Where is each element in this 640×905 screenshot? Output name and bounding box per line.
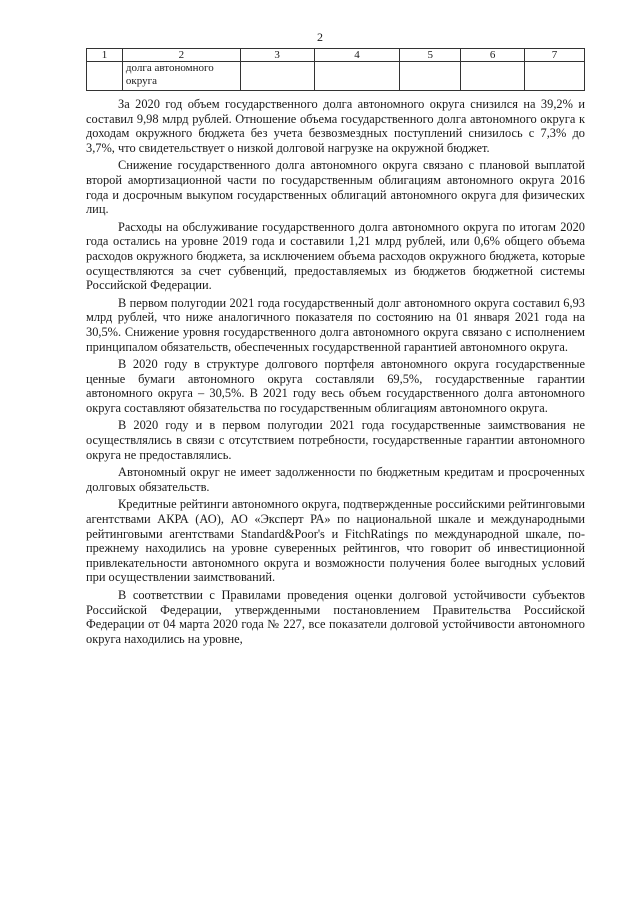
- paragraph-no-arrears: Автономный округ не имеет задолженности по бюджетным кредитам и просроченных долговых обязательств.: [86, 465, 585, 494]
- table-cell: [87, 62, 123, 91]
- table-cell: [461, 62, 525, 91]
- table-header-cell: 2: [122, 49, 240, 62]
- table-header-cell: 1: [87, 49, 123, 62]
- paragraph-credit-ratings: Кредитные рейтинги автономного округа, подтвержденные российскими рейтинговыми агентствами АКРА (АО), АО «Эксперт РА» по национальной шкале и международными рейтинговыми агентствами Standard&Poor's и FitchRatings по международной шкале, по-прежнему находились на уровне суверенных рейтингов, что говорит об инвестиционной привлекательности автономного округа и возможности получения более выгодных условий при осуществлении заимствований.: [86, 497, 585, 585]
- paragraph-debt-decrease: За 2020 год объем государственного долга автономного округа снизился на 39,2% и составил 9,98 млрд рублей. Отношение объема государственного долга автономного округа к доходам окружного бюджета без учета безвозмездных поступлений снизилось с 7,3% до 3,7%, что свидетельствует о низкой долговой нагрузке на окружной бюджет.: [86, 97, 585, 155]
- table-header-cell: 4: [314, 49, 400, 62]
- table-header-cell: 7: [525, 49, 585, 62]
- paragraph-borrowings: В 2020 году и в первом полугодии 2021 года государственные заимствования не осуществлялись в связи с отсутствием потребности, государственные гарантии автономного округа не предоставлялись.: [86, 418, 585, 462]
- table-header-cell: 6: [461, 49, 525, 62]
- page-number: 2: [317, 30, 323, 44]
- paragraph-debt-reasons: Снижение государственного долга автономного округа связано с плановой выплатой второй амортизационной части по государственным облигациям автономного округа 2016 года и досрочным выкупом государственных облигаций автономного округа для физических лиц.: [86, 158, 585, 217]
- table-cell: [314, 62, 400, 91]
- table-header-cell: 5: [400, 49, 461, 62]
- table-row: [87, 62, 585, 91]
- table-cell: долга автономного округа: [122, 62, 240, 91]
- paragraph-portfolio-structure: В 2020 году в структуре долгового портфеля автономного округа государственные ценные бумаги автономного округа составляли 69,5%, государственные гарантии автономного округа – 30,5%. В 2021 году весь объем государственного долга автономного округа составляют обязательства по государственным облигациям автономного округа.: [86, 357, 585, 415]
- table-header-row: [87, 49, 585, 62]
- body-text: [86, 97, 585, 649]
- continuation-table: [86, 48, 585, 91]
- table-cell: [240, 62, 314, 91]
- table-cell: [400, 62, 461, 91]
- table-header-cell: 3: [240, 49, 314, 62]
- paragraph-debt-service: Расходы на обслуживание государственного долга автономного округа по итогам 2020 года остались на уровне 2019 года и составили 1,21 млрд рублей, или 0,6% общего объема расходов окружного бюджета, за исключением объема расходов окружного бюджета, которые осуществляются за счет субвенций, предоставляемых из бюджетов бюджетной системы Российской Федерации.: [86, 219, 585, 293]
- paragraph-first-half-2021: В первом полугодии 2021 года государственный долг автономного округа составил 6,93 млрд рублей, что ниже аналогичного показателя по состоянию на 01 января 2021 года на 30,5%. Снижение уровня государственного долга автономного округа связано с исполнением принципалом обязательств, обеспеченных государственной гарантией автономного округа.: [86, 295, 585, 354]
- paragraph-debt-sustainability: В соответствии с Правилами проведения оценки долговой устойчивости субъектов Российской Федерации, утвержденными постановлением Правительства Российской Федерации от 04 марта 2020 года № 227, все показатели долговой устойчивости автономного округа находились на уровне,: [86, 588, 585, 646]
- table-cell: [525, 62, 585, 91]
